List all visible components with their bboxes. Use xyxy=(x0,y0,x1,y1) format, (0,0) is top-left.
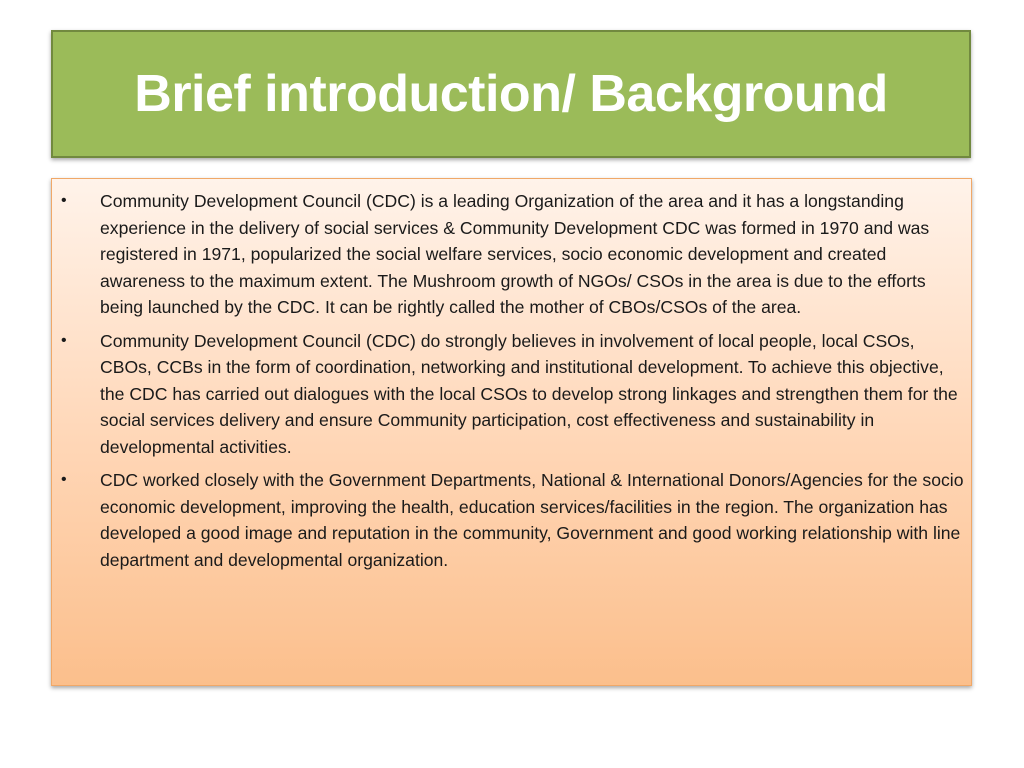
bullet-item xyxy=(52,188,965,321)
bullet-text: CDC worked closely with the Government Departments, National & International Donors/Agencies for the socio economic development, improving the health, education services/facilities in the region. The organization has developed a good image and reputation in the community, Government and good working relationship with line department and developmental organization. xyxy=(100,470,964,570)
bullet-icon: • xyxy=(61,471,67,488)
slide-title: Brief introduction/ Background xyxy=(134,65,888,123)
title-banner xyxy=(51,30,971,158)
bullet-icon: • xyxy=(61,192,67,209)
bullet-item xyxy=(52,328,965,461)
bullet-item xyxy=(52,467,965,573)
bullet-text: Community Development Council (CDC) do strongly believes in involvement of local people, local CSOs, CBOs, CCBs in the form of coordination, networking and institutional development. To achieve this objective, the CDC has carried out dialogues with the local CSOs to develop strong linkages and strengthen them for the social services delivery and ensure Community participation, cost effectiveness and sustainability in developmental activities. xyxy=(100,330,958,457)
bullet-text: Community Development Council (CDC) is a leading Organization of the area and it has a longstanding experience in the delivery of social services & Community Development CDC was formed in 1970 and was registered in 1971, popularized the social welfare services, socio economic development and created awareness to the maximum extent. The Mushroom growth of NGOs/ CSOs in the area is due to the efforts being launched by the CDC. It can be rightly called the mother of CBOs/CSOs of the area. xyxy=(100,191,930,317)
bullet-list xyxy=(52,179,971,573)
content-panel xyxy=(51,178,972,686)
bullet-icon: • xyxy=(61,331,67,349)
